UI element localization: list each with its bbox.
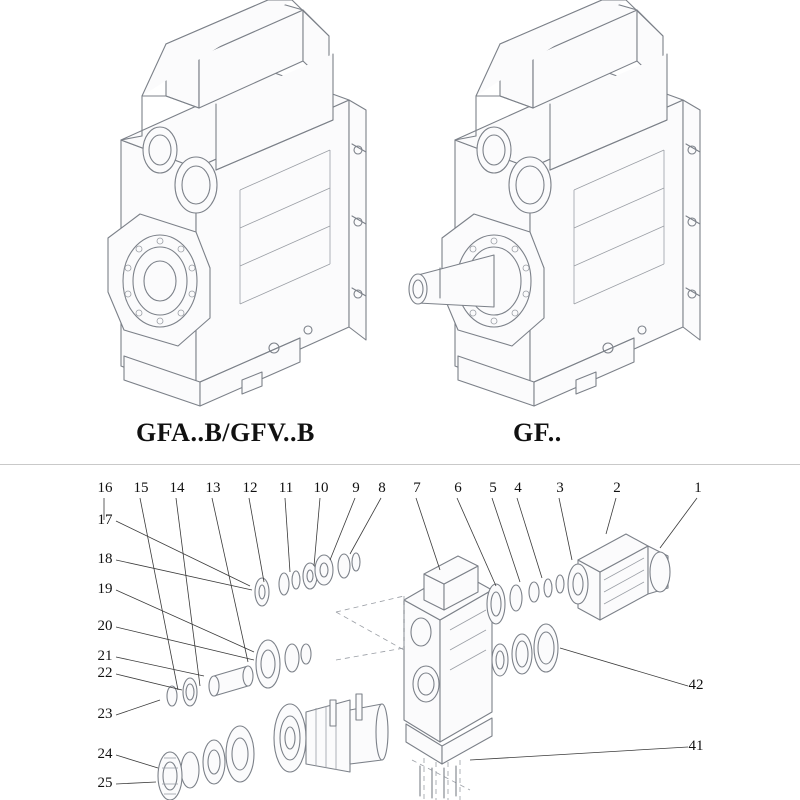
callout-number: 6 <box>454 480 462 496</box>
callout-number: 17 <box>97 512 113 528</box>
callout-number: 7 <box>413 480 421 496</box>
callout-number: 3 <box>556 480 564 496</box>
gearbox-right-isometric <box>409 0 700 406</box>
caption-left-model: GFA..B/GFV..B <box>136 418 315 447</box>
gearbox-left-isometric <box>108 0 366 406</box>
callout-number: 15 <box>133 480 149 496</box>
callout-number: 25 <box>97 775 113 791</box>
callout-number: 23 <box>97 706 113 722</box>
callout-number: 19 <box>97 581 113 597</box>
callout-number: 8 <box>378 480 386 496</box>
callout-number: 12 <box>242 480 258 496</box>
section-divider <box>0 464 800 465</box>
callout-number: 9 <box>352 480 360 496</box>
callout-number: 16 <box>97 480 113 496</box>
callout-number: 20 <box>97 618 113 634</box>
callout-number: 5 <box>489 480 497 496</box>
callout-number: 1 <box>694 480 702 496</box>
callout-number: 42 <box>688 677 704 693</box>
callout-number: 24 <box>97 746 113 762</box>
callout-number: 13 <box>205 480 221 496</box>
callout-number: 22 <box>97 665 113 681</box>
callout-number: 4 <box>514 480 522 496</box>
callout-number: 41 <box>688 738 704 754</box>
callout-number: 2 <box>613 480 621 496</box>
callout-number: 14 <box>169 480 185 496</box>
callout-number: 10 <box>313 480 329 496</box>
callout-number: 18 <box>97 551 113 567</box>
callout-number: 21 <box>97 648 113 664</box>
caption-right-model: GF.. <box>513 418 562 447</box>
callout-number: 11 <box>278 480 294 496</box>
exploded-assembly <box>104 498 697 800</box>
